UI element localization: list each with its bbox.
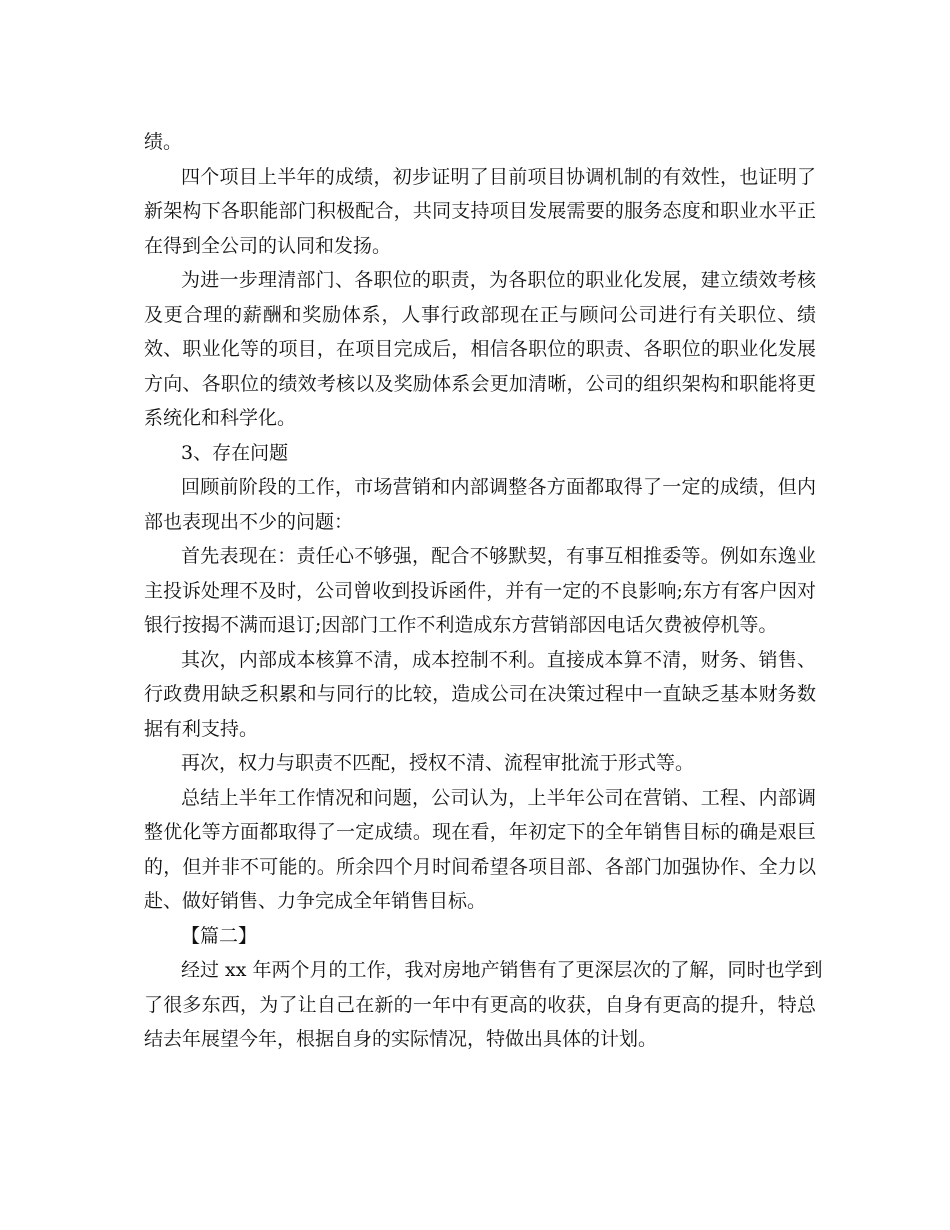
text-line: 首先表现在：责任心不够强，配合不够默契，有事互相推委等。例如东逸业 xyxy=(181,545,816,567)
text-line: 四个项目上半年的成绩，初步证明了目前项目协调机制的有效性，也证明了 xyxy=(181,165,816,188)
text-line: 银行按揭不满而退订;因部门工作不利造成东方营销部因电话欠费被停机等。 xyxy=(144,614,778,636)
text-line: 【篇二】 xyxy=(181,924,258,947)
text-line: 效、职业化等的项目，在项目完成后，相信各职位的职责、各职位的职业化发展 xyxy=(144,338,816,360)
text-line: 及更合理的薪酬和奖励体系，人事行政部现在正与顾问公司进行有关职位、绩 xyxy=(144,303,816,326)
text-line: 赴、做好销售、力争完成全年销售目标。 xyxy=(144,890,487,912)
text-line: 总结上半年工作情况和问题，公司认为，上半年公司在营销、工程、内部调 xyxy=(181,786,816,809)
text-line: 部也表现出不少的问题： xyxy=(144,510,354,533)
text-line: 的，但并非不可能的。所余四个月时间希望各项目部、各部门加强协作、全力以 xyxy=(144,855,816,878)
text-line: 3、存在问题 xyxy=(181,441,289,464)
text-line: 行政费用缺乏积累和与同行的比较，造成公司在决策过程中一直缺乏基本财务数 xyxy=(144,683,816,705)
text-line: 为进一步理清部门、各职位的职责，为各职位的职业化发展，建立绩效考核 xyxy=(181,269,816,291)
text-line: 主投诉处理不及时，公司曾收到投诉函件，并有一定的不良影响;东方有客户因对 xyxy=(144,579,816,602)
text-line: 回顾前阶段的工作，市场营销和内部调整各方面都取得了一定的成绩，但内 xyxy=(181,476,816,498)
text-line: 其次，内部成本核算不清，成本控制不利。直接成本算不清，财务、销售、 xyxy=(181,648,816,671)
text-line: 在得到全公司的认同和发扬。 xyxy=(144,234,392,257)
document-body xyxy=(144,125,823,1057)
text-line: 了很多东西，为了让自己在新的一年中有更高的收获，自身有更高的提升，特总 xyxy=(144,993,816,1016)
text-line: 结去年展望今年，根据自身的实际情况，特做出具体的计划。 xyxy=(144,1028,658,1050)
text-line: 新架构下各职能部门积极配合，共同支持项目发展需要的服务态度和职业水平正 xyxy=(144,200,816,222)
text-line: 经过 xx 年两个月的工作，我对房地产销售有了更深层次的了解，同时也学到 xyxy=(181,959,823,981)
text-line: 整优化等方面都取得了一定成绩。现在看，年初定下的全年销售目标的确是艰巨 xyxy=(144,821,816,843)
text-line: 系统化和科学化。 xyxy=(144,407,297,429)
text-line: 据有利支持。 xyxy=(144,717,259,740)
text-line: 再次，权力与职责不匹配，授权不清、流程审批流于形式等。 xyxy=(181,752,695,774)
text-line: 绩。 xyxy=(144,131,183,153)
text-line: 方向、各职位的绩效考核以及奖励体系会更加清晰，公司的组织架构和职能将更 xyxy=(144,372,816,395)
